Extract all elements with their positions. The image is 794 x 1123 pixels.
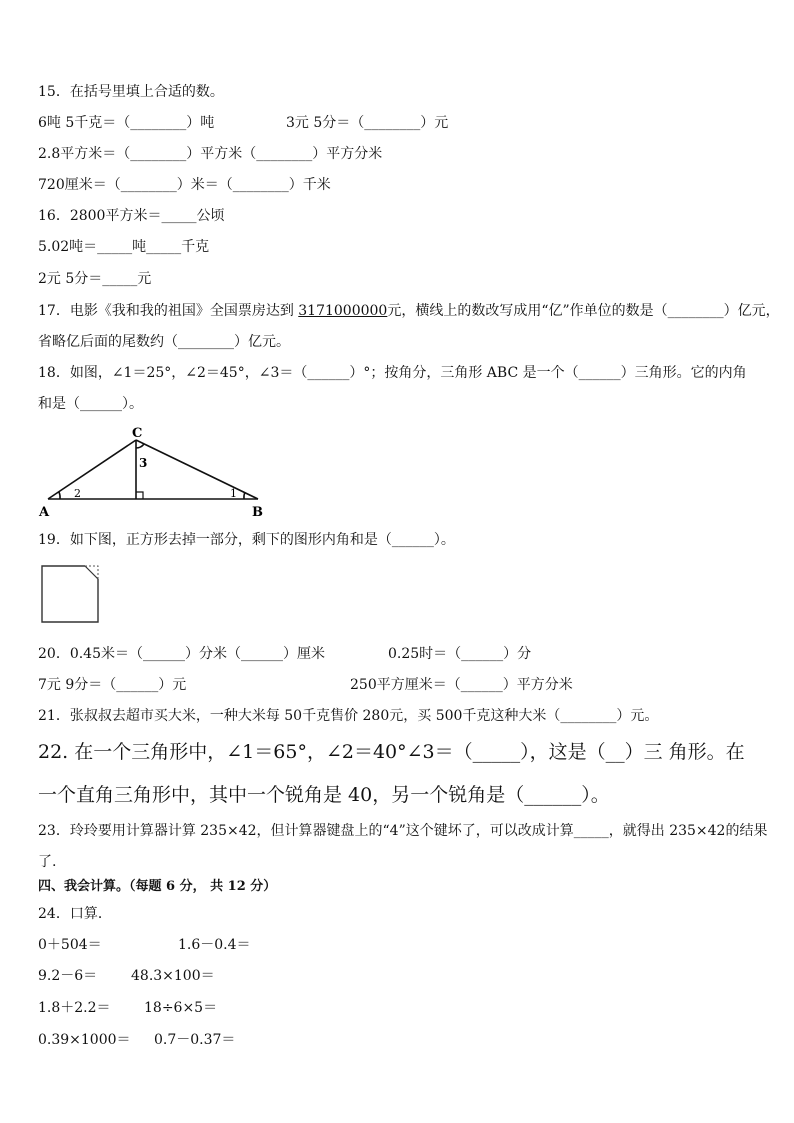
q24-r2-c1: 9.2－6＝ [38, 968, 98, 984]
cut-line [85, 566, 98, 579]
q18-line-2: 和是（______）。 [38, 396, 143, 412]
q20-item-1a: 20．0.45米＝（______）分米（______）厘米 [38, 646, 325, 662]
vertex-c-label: C [132, 426, 143, 441]
angle-2-label: 2 [74, 487, 81, 500]
q17-line-1 [38, 301, 780, 321]
q24-r3-c1: 1.8＋2.2＝ [38, 1000, 111, 1016]
q17-line-2: 省略亿后面的尾数约（________）亿元。 [38, 334, 290, 350]
vertex-a-label: A [39, 505, 50, 520]
q22-line-2: 一个直角三角形中，其中一个锐角是 40，另一个锐角是（______）。 [38, 784, 610, 806]
q20-item-2a: 7元 9分＝（______）元 [38, 677, 187, 693]
angle-3-label: 3 [139, 456, 148, 470]
remaining-shape [42, 566, 98, 622]
q20-item-2b: 250平方厘米＝（______）平方分米 [350, 677, 573, 693]
q15-item-3: 720厘米＝（________）米＝（________）千米 [38, 177, 331, 193]
angle-3-arc [136, 444, 144, 448]
right-angle-mark [136, 492, 143, 499]
q19-line-1: 19．如下图，正方形去掉一部分，剩下的图形内角和是（______）。 [38, 532, 455, 548]
q23-line-1: 23．玲玲要用计算器计算 235×42，但计算器键盘上的“4”这个键坏了，可以改成计算_____，就得出 235×42的结果 [38, 823, 768, 839]
side-ac [48, 440, 136, 499]
section-4-title: 四、我会计算。（每题 6 分， 共 12 分） [38, 879, 277, 894]
q24-r4-c2: 0.7－0.37＝ [154, 1032, 236, 1048]
angle-1-label: 1 [230, 487, 237, 500]
q21-line-1: 21．张叔叔去超市买大米，一种大米每 50千克售价 280元，买 500千克这种大米（________）元。 [38, 708, 659, 724]
q15-item-1b: 3元 5分＝（________）元 [286, 115, 449, 131]
q24-r2-c2: 48.3×100＝ [131, 968, 215, 984]
q15-title: 15．在括号里填上合适的数。 [38, 84, 224, 100]
q16-item-2: 5.02吨＝_____吨_____千克 [38, 239, 210, 255]
q17-post: 元，横线上的数改写成用“亿”作单位的数是（________）亿元， [387, 303, 780, 319]
q16-item-3: 2元 5分＝_____元 [38, 271, 152, 287]
q24-r1-c1: 0＋504＝ [38, 937, 102, 953]
q16-item-1: 16．2800平方米＝_____公顷 [38, 208, 225, 224]
q24-r4-c1: 0.39×1000＝ [38, 1032, 131, 1048]
q17-underlined-number: 3171000000 [298, 303, 388, 319]
q23-line-2: 了. [38, 854, 57, 870]
q15-item-1a: 6吨 5千克＝（________）吨 [38, 115, 215, 131]
q20-item-1b: 0.25时＝（______）分 [388, 646, 532, 662]
q19-cut-square-figure [40, 564, 102, 626]
q17-pre: 17．电影《我和我的祖国》全国票房达到 [38, 303, 299, 319]
side-bc [136, 440, 258, 499]
vertex-b-label: B [252, 505, 263, 520]
angle-2-arc [59, 492, 60, 499]
q24-r3-c2: 18÷6×5＝ [144, 1000, 218, 1016]
q15-item-2: 2.8平方米＝（________）平方米（________）平方分米 [38, 146, 383, 162]
q24-title: 24．口算． [38, 906, 112, 922]
q18-triangle-figure [36, 422, 276, 522]
angle-1-arc [244, 492, 245, 499]
q18-line-1: 18．如图，∠1＝25°，∠2＝45°，∠3＝（______）°；按角分，三角形 ABC 是一个（______）三角形。它的内角 [38, 365, 747, 381]
q22-line-1: 22. 在一个三角形中，∠1＝65°，∠2＝40°∠3＝（_____），这是（__）三 角形。在 [38, 741, 745, 763]
q24-r1-c2: 1.6－0.4＝ [178, 937, 251, 953]
